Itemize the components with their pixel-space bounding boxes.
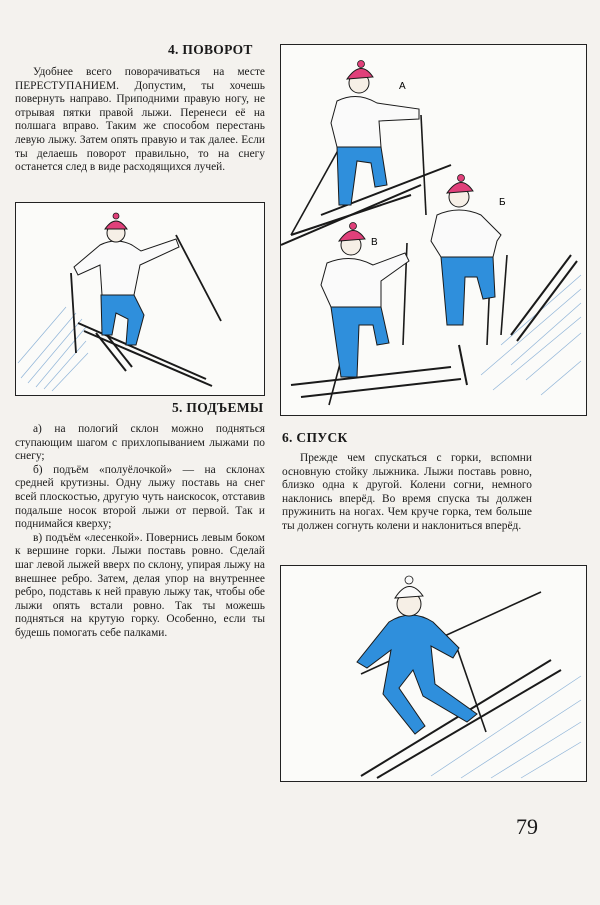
section-5-title: 5. ПОДЪЕМЫ <box>172 400 264 415</box>
label-b: Б <box>499 197 506 208</box>
section-4-title: 4. ПОВОРОТ <box>168 42 253 57</box>
section-6-text: Прежде чем спускаться с горки, вспомни основную стойку лыжника. Лыжи поставь ровно, близко одна к другой. Колени согни, немного наклонись вперёд. Во время спуска ты должен пружинить на ногах. Чем круче горка, тем больше ты должен согнуть колени и наклониться вперёд. <box>282 452 532 532</box>
label-v: В <box>371 237 378 248</box>
figure-downhill <box>280 565 587 782</box>
section-5-item-a: а) на пологий склон можно подняться ступающим шагом с прихлопыванием лыжами по снегу; <box>15 423 265 463</box>
section-5-list <box>15 423 265 641</box>
figure-turn-in-place <box>15 202 265 396</box>
figure-climbing-methods <box>280 44 587 416</box>
section-4-text: Удобнее всего поворачиваться на месте ПЕРЕСТУПАНИЕМ. Допустим, ты хочешь повернуть направо. Приподними правую ногу, не отрывая пятки правой лыжи. Перенеси её на полшага вправо. Таким же способом перестань левую лыжу. Затем опять правую и так далее. Если ты делаешь поворот правильно, то на снегу останется след в виде расходящихся лучей. <box>15 66 265 174</box>
label-a: А <box>399 81 406 92</box>
section-6-title: 6. СПУСК <box>282 430 348 445</box>
section-5-item-c: в) подъём «лесенкой». Повернись левым боком к вершине горки. Лыжи поставь ровно. Сделай шаг левой лыжей вверх по склону, упирая лыжу на внешнее ребро. Затем, делая упор на внутреннее ребро, подставь к ней правую лыжу так, чтобы обе лыжи опять встали ровно. Так ты можешь подняться на крутую горку. Особенно, если ты будешь помогать себе палками. <box>15 531 265 639</box>
section-5-item-b: б) подъём «полуёлочкой» — на склонах средней крутизны. Одну лыжу поставь на снег всей плоскостью, другую чуть наискосок, отставив подальше носок второй лыжи от первой. Так и поднимайся кверху; <box>15 463 265 531</box>
page-number: 79 <box>516 814 538 839</box>
